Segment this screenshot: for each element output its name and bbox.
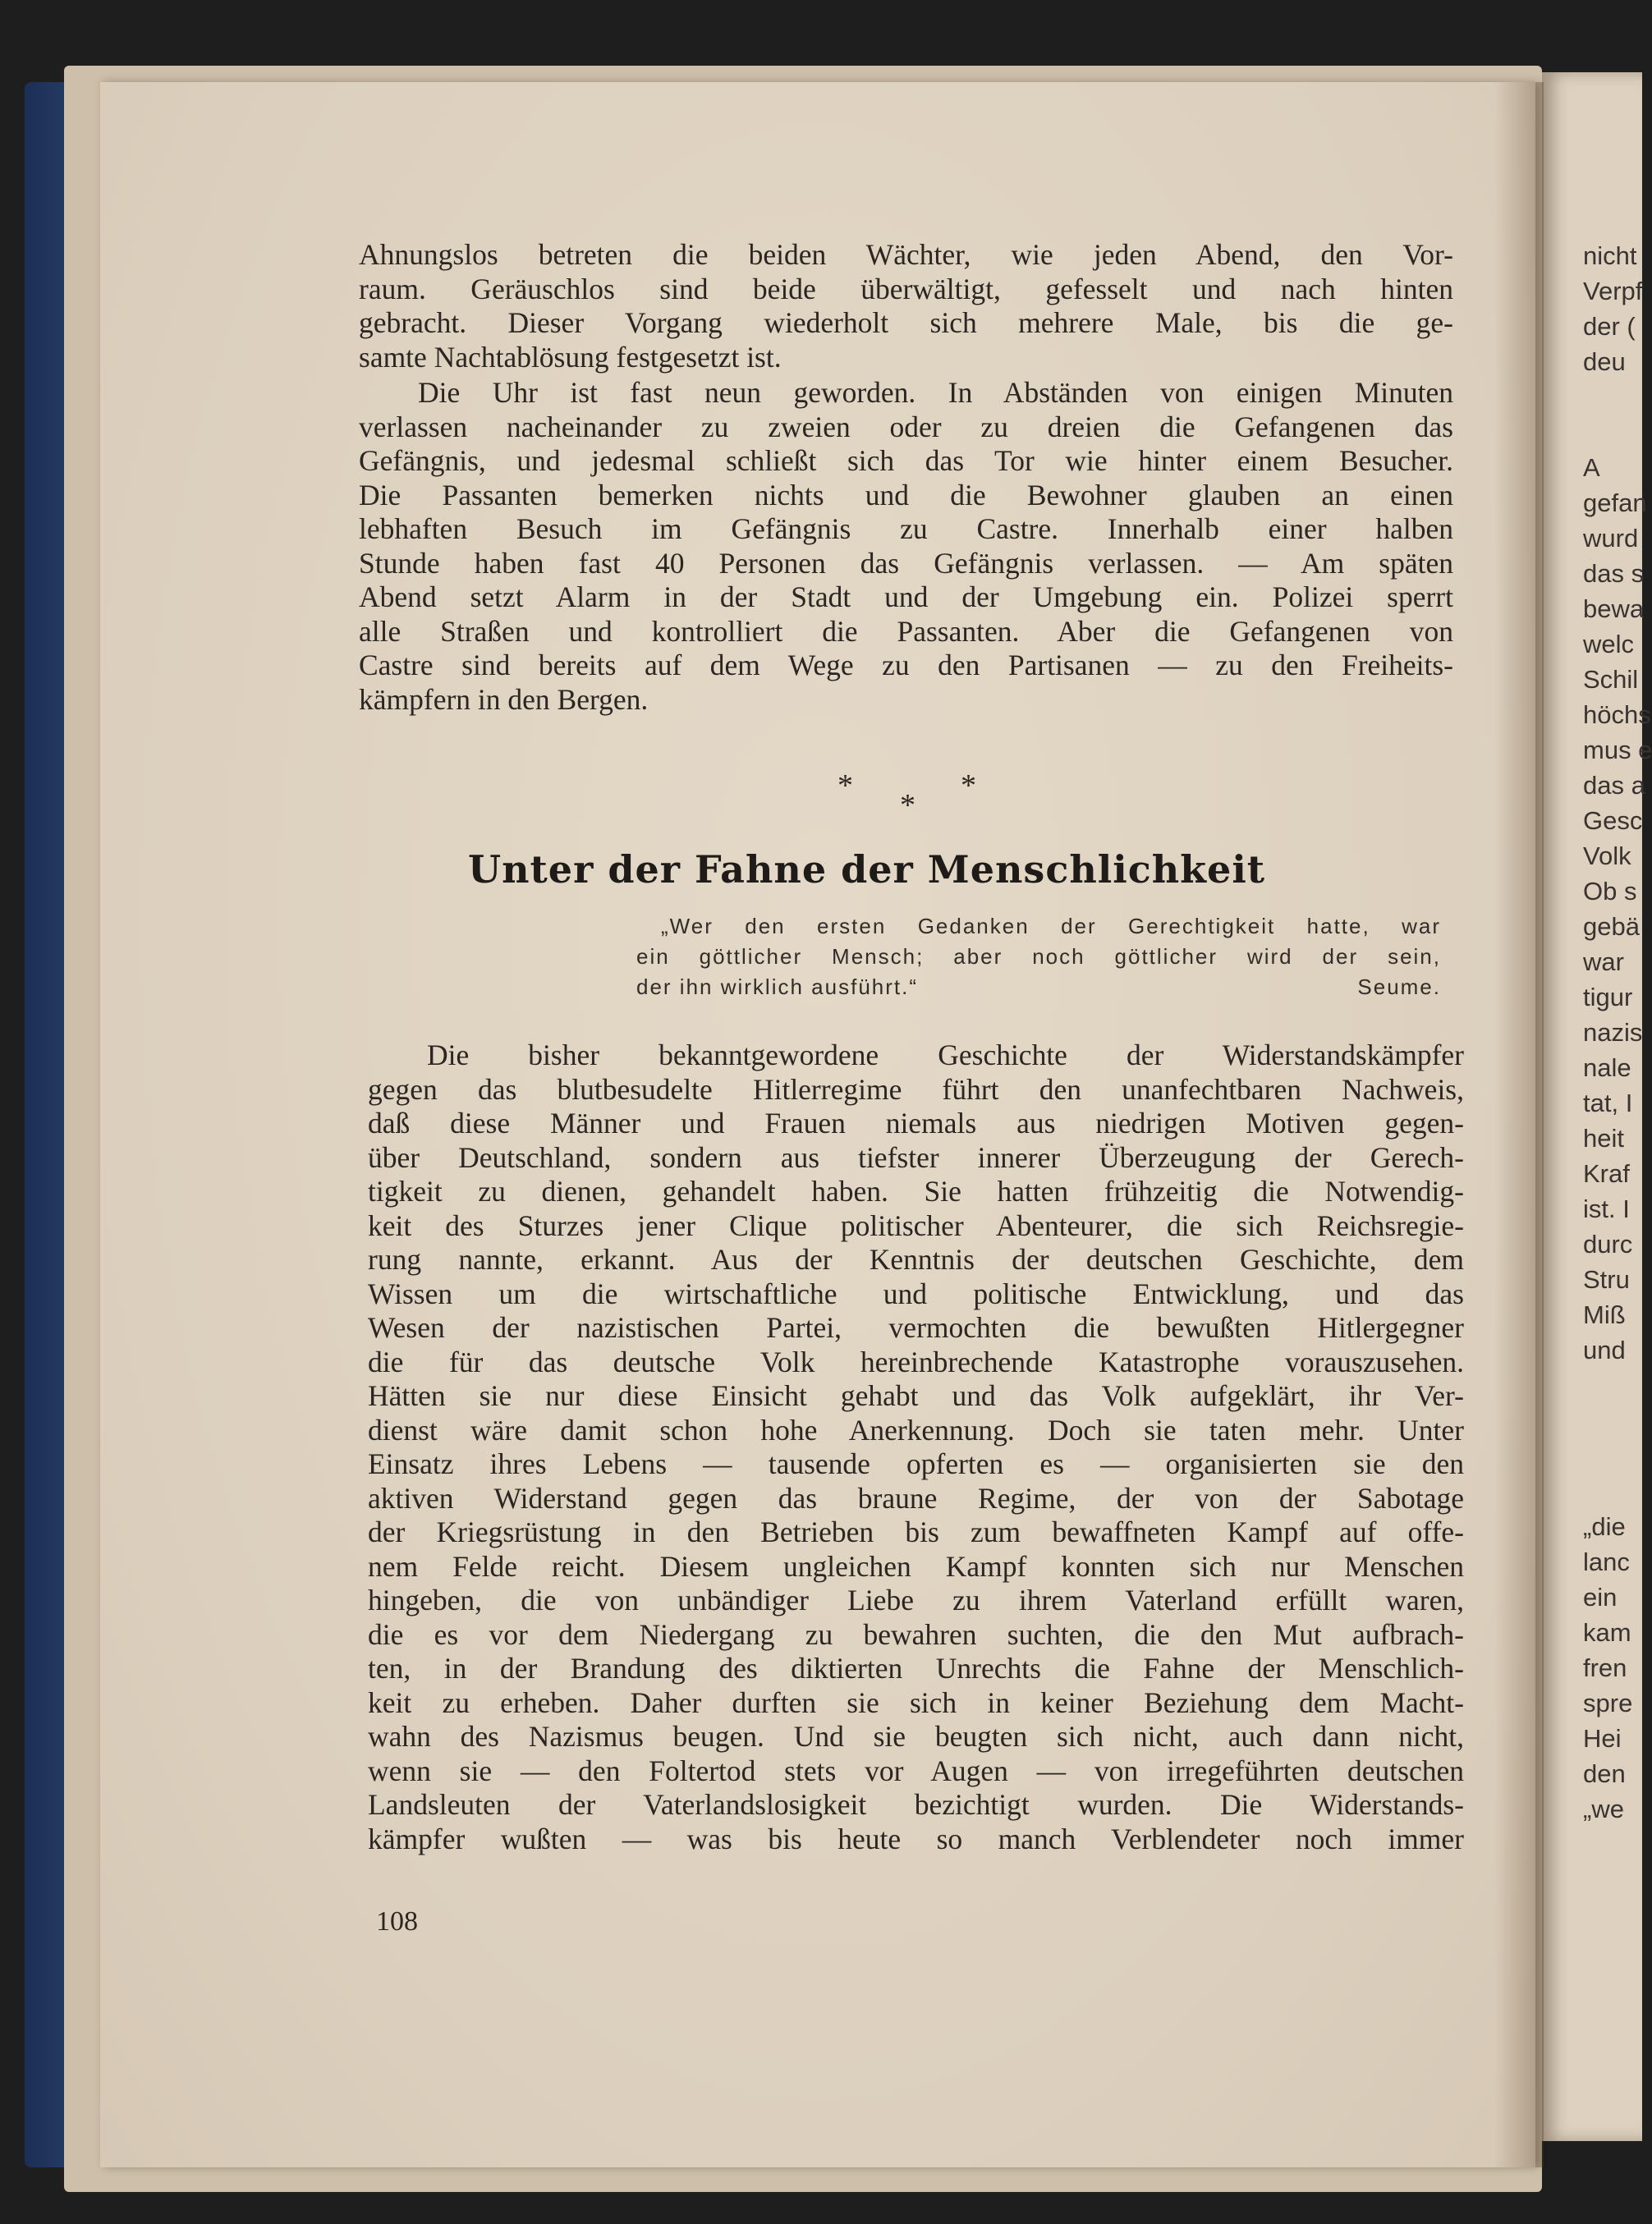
- facing-page-fragment: [1583, 1368, 1642, 1403]
- facing-page-fragment: Ob s: [1583, 877, 1637, 906]
- text-line: Einsatz ihres Lebens — tausende opferten es — organisierten sie den: [368, 1447, 1464, 1480]
- text-line: kämpfer wußten — was bis heute so manch Verblendeter noch immer: [368, 1822, 1464, 1855]
- facing-page-fragment: fren: [1583, 1653, 1627, 1682]
- facing-page-fragment: [1583, 379, 1642, 415]
- text-line: rung nannte, erkannt. Aus der Kenntnis der deutschen Geschichte, dem: [368, 1243, 1464, 1276]
- facing-page-fragment: A: [1583, 453, 1600, 482]
- facing-page-fragment: kam: [1583, 1618, 1631, 1647]
- text-line: daß diese Männer und Frauen niemals aus niedrigen Motiven gegen-: [368, 1107, 1464, 1140]
- facing-page-fragment: der (: [1583, 312, 1636, 341]
- facing-page-fragment: [1583, 415, 1642, 450]
- facing-page-fragment: wurd: [1583, 524, 1639, 553]
- text-line: Hätten sie nur diese Einsicht gehabt und das Volk aufgeklärt, ihr Ver-: [368, 1379, 1464, 1412]
- text-line: dienst wäre damit schon hohe Anerkennung. Doch sie taten mehr. Unter: [368, 1413, 1464, 1447]
- epigraph-line: „Wer den ersten Gedanken der Gerechtigkeit hatte, war: [661, 914, 1441, 938]
- facing-page-fragment: heit: [1583, 1124, 1624, 1153]
- facing-page-fragment: gefan: [1583, 488, 1647, 517]
- section-heading: Unter der Fahne der Menschlichkeit: [468, 847, 1266, 892]
- facing-page-fragment: Volk: [1583, 841, 1631, 870]
- facing-page-fragment: das s: [1583, 559, 1645, 588]
- text-line: wenn sie — den Foltertod stets vor Augen — von irregeführten deutschen: [368, 1754, 1464, 1787]
- text-line: wahn des Nazismus beugen. Und sie beugten sich nicht, auch dann nicht,: [368, 1720, 1464, 1753]
- text-line: nem Felde reicht. Diesem ungleichen Kampf konnten sich nur Menschen: [368, 1549, 1464, 1583]
- facing-page-fragment: bewa: [1583, 594, 1645, 623]
- text-line: Die Uhr ist fast neun geworden. In Abständen von einigen Minuten: [418, 376, 1453, 409]
- section-separator: [821, 768, 1002, 825]
- text-line: Castre sind bereits auf dem Wege zu den Partisanen — zu den Freiheits-: [359, 649, 1453, 681]
- text-line: Stunde haben fast 40 Personen das Gefängnis verlassen. — Am späten: [359, 546, 1453, 580]
- text-line: gegen das blutbesudelte Hitlerregime führt den unanfechtbaren Nachweis,: [368, 1072, 1464, 1106]
- facing-page-fragment: ist. I: [1583, 1195, 1630, 1223]
- text-line: verlassen nacheinander zu zweien oder zu dreien die Gefangenen das: [359, 410, 1453, 443]
- facing-page-fragment: [1583, 1403, 1642, 1438]
- text-line: keit des Sturzes jener Clique politischer Abenteurer, die sich Reichsregie-: [368, 1208, 1464, 1242]
- text-line: samte Nachtablösung festgesetzt ist.: [359, 340, 782, 374]
- facing-page-fragment: [1583, 1474, 1642, 1509]
- facing-page-fragment: und: [1583, 1336, 1626, 1364]
- facing-page-fragment: lanc: [1583, 1548, 1630, 1576]
- facing-page-fragment: spre: [1583, 1689, 1633, 1717]
- text-line: die es vor dem Niedergang zu bewahren suchten, die den Mut aufbrach-: [368, 1617, 1464, 1651]
- facing-page-fragment: mus e: [1583, 736, 1652, 764]
- facing-page-fragment: Kraf: [1583, 1159, 1630, 1188]
- asterisk: *: [900, 788, 915, 823]
- facing-page-fragment: Verpf: [1583, 277, 1643, 305]
- facing-page-fragment: Hei: [1583, 1724, 1622, 1753]
- facing-page-fragment: Stru: [1583, 1265, 1630, 1294]
- epigraph-line: der ihn wirklich ausführt.“: [636, 974, 918, 999]
- facing-page-fragment: [1583, 1438, 1642, 1474]
- text-line: hingeben, die von unbändiger Liebe zu ihrem Vaterland erfüllt waren,: [368, 1584, 1464, 1616]
- epigraph-line: ein göttlicher Mensch; aber noch göttlicher wird der sein,: [636, 944, 1441, 969]
- facing-page-fragment: welc: [1583, 630, 1635, 658]
- text-line: keit zu erheben. Daher durften sie sich in keiner Beziehung dem Macht-: [368, 1685, 1464, 1719]
- text-line: tigkeit zu dienen, gehandelt haben. Sie hatten frühzeitig die Notwendig-: [368, 1175, 1464, 1208]
- text-line: Wesen der nazistischen Partei, vermochten die bewußten Hitlergegner: [368, 1311, 1464, 1344]
- text-line: ten, in der Brandung des diktierten Unrechts die Fahne der Menschlich-: [368, 1652, 1464, 1685]
- text-line: raum. Geräuschlos sind beide überwältigt, gefesselt und nach hinten: [359, 272, 1453, 305]
- facing-page-fragment: tigur: [1583, 983, 1633, 1011]
- facing-page-fragment: „die: [1583, 1512, 1626, 1541]
- paragraph-1: [359, 238, 1453, 374]
- facing-page-fragment: deu: [1583, 347, 1626, 376]
- asterisk: *: [961, 768, 976, 803]
- gutter-shadow: [1494, 82, 1544, 2167]
- facing-page-fragment: ein: [1583, 1583, 1618, 1612]
- text-line: alle Straßen und kontrolliert die Passanten. Aber die Gefangenen von: [359, 614, 1453, 648]
- facing-page-fragment: Miß: [1583, 1300, 1626, 1329]
- text-line: Die Passanten bemerken nichts und die Bewohner glauben an einen: [359, 478, 1453, 511]
- facing-page-fragment: nale: [1583, 1053, 1631, 1082]
- text-line: Die bisher bekanntgewordene Geschichte der Widerstandskämpfer: [427, 1039, 1464, 1071]
- text-line: über Deutschland, sondern aus tiefster innerer Überzeugung der Gerech-: [368, 1140, 1464, 1174]
- page-number: 108: [376, 1906, 418, 1937]
- epigraph: [636, 911, 1441, 1002]
- text-line: Landsleuten der Vaterlandslosigkeit bezichtigt wurden. Die Widerstands-: [368, 1788, 1464, 1821]
- text-line: die für das deutsche Volk hereinbrechende Katastrophe vorauszusehen.: [368, 1345, 1464, 1378]
- text-line: lebhaften Besuch im Gefängnis zu Castre. Innerhalb einer halben: [359, 512, 1453, 545]
- facing-page-fragment: den: [1583, 1759, 1626, 1788]
- text-line: Gefängnis, und jedesmal schließt sich das Tor wie hinter einem Besucher.: [359, 444, 1453, 477]
- facing-page-fragment: war: [1583, 947, 1624, 976]
- facing-page-text: [1583, 238, 1652, 1913]
- facing-page-fragment: nicht: [1583, 241, 1637, 270]
- facing-page-fragment: tat, I: [1583, 1089, 1633, 1117]
- facing-page-fragment: Gesc: [1583, 806, 1643, 835]
- epigraph-author: Seume.: [1357, 974, 1441, 999]
- text-line: Wissen um die wirtschaftliche und politische Entwicklung, und das: [368, 1277, 1464, 1310]
- body-text: [368, 1039, 1464, 1856]
- facing-page-fragment: durc: [1583, 1230, 1633, 1259]
- facing-page-fragment: nazis: [1583, 1018, 1643, 1047]
- text-line: der Kriegsrüstung in den Betrieben bis zum bewaffneten Kampf auf offe-: [368, 1516, 1464, 1548]
- text-line: Abend setzt Alarm in der Stadt und der Umgebung ein. Polizei sperrt: [359, 580, 1453, 613]
- text-line: kämpfern in den Bergen.: [359, 682, 649, 716]
- asterisk: *: [837, 768, 853, 803]
- paragraph-2: [359, 376, 1453, 717]
- facing-page-fragment: „we: [1583, 1795, 1624, 1823]
- text-line: gebracht. Dieser Vorgang wiederholt sich mehrere Male, bis die ge-: [359, 306, 1453, 339]
- facing-page-fragment: das a: [1583, 771, 1645, 800]
- text-line: aktiven Widerstand gegen das braune Regime, der von der Sabotage: [368, 1481, 1464, 1515]
- facing-page-fragment: höchs: [1583, 700, 1651, 729]
- text-line: Ahnungslos betreten die beiden Wächter, wie jeden Abend, den Vor-: [359, 238, 1453, 271]
- facing-page-fragment: gebä: [1583, 912, 1640, 941]
- facing-page-fragment: Schil: [1583, 665, 1639, 694]
